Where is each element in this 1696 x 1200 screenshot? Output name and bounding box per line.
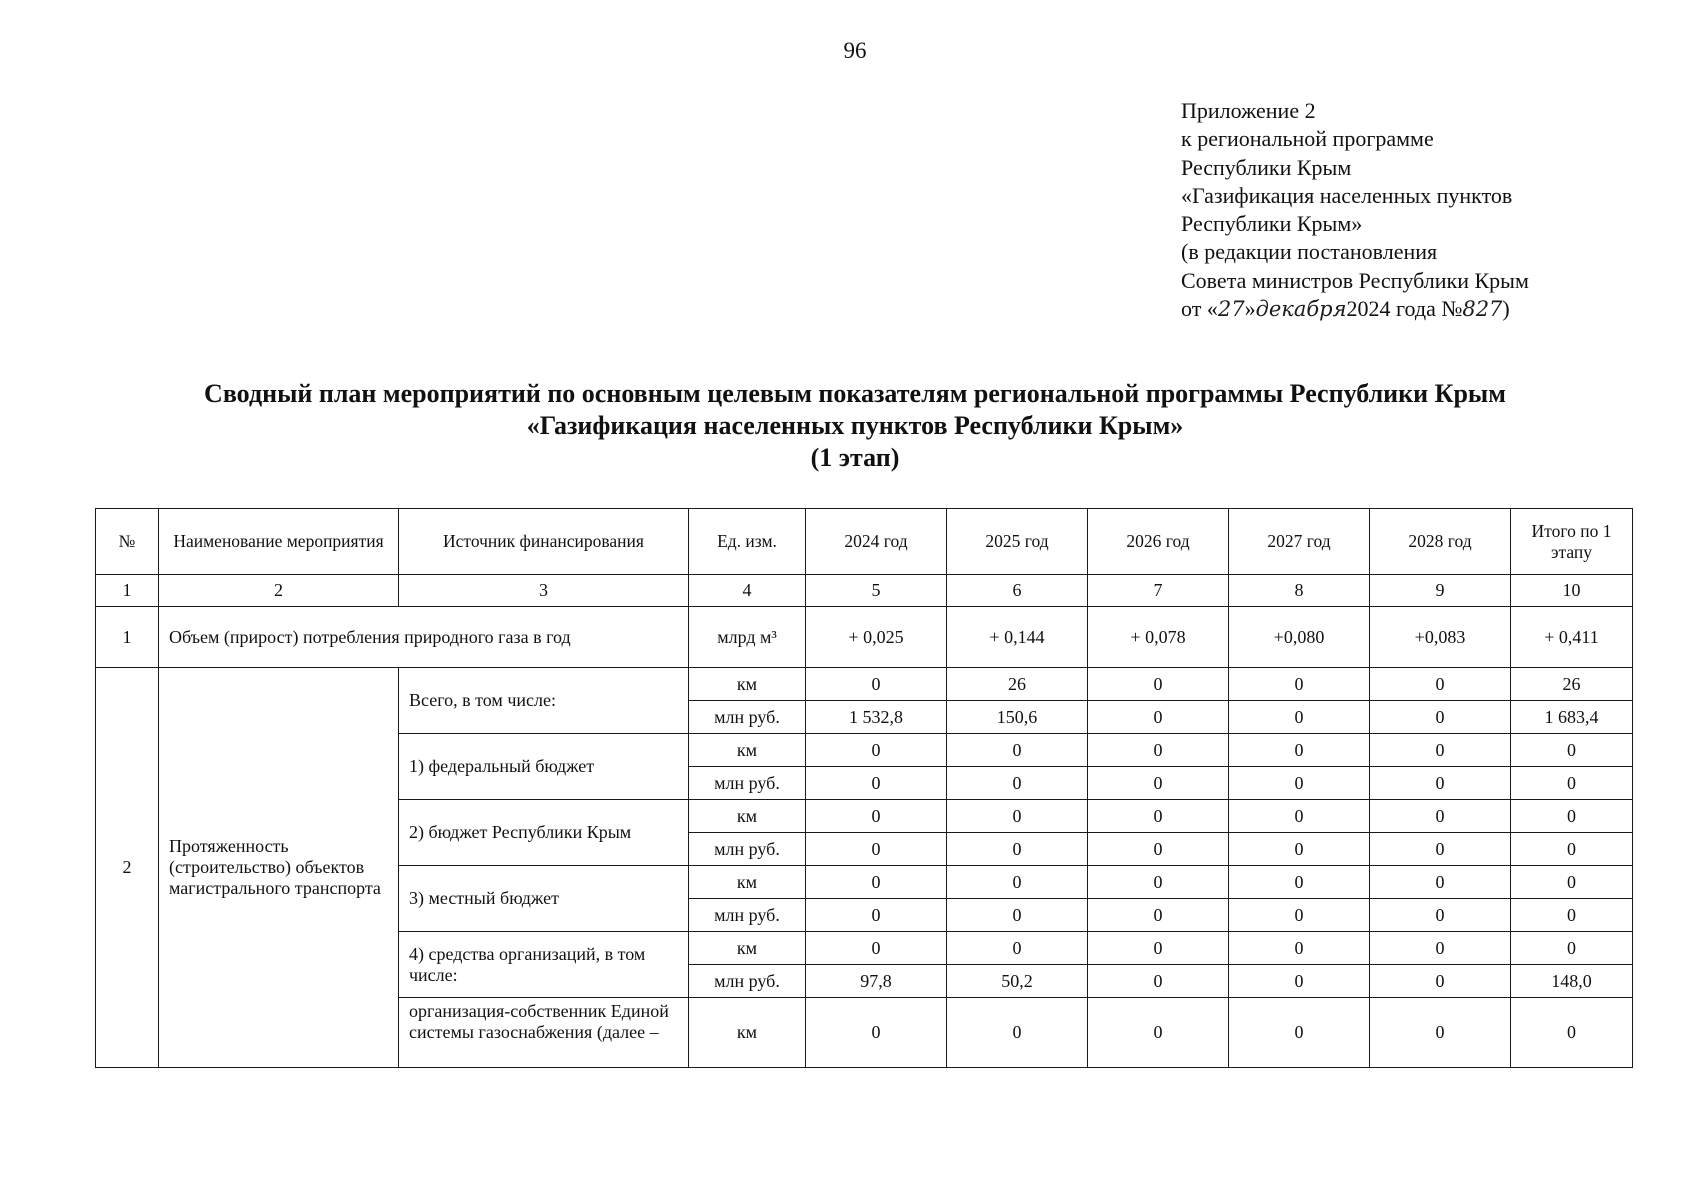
value-cell: 0: [947, 800, 1088, 833]
value-cell: 0: [806, 833, 947, 866]
column-number: 1: [96, 575, 159, 607]
handwritten-month: декабря: [1255, 297, 1347, 322]
value-cell: 0: [806, 998, 947, 1068]
value-cell: 0: [1229, 734, 1370, 767]
value-cell: 0: [1088, 965, 1229, 998]
value-cell: 0: [1370, 734, 1511, 767]
total-cell: 0: [1511, 800, 1633, 833]
value-cell: 0: [806, 734, 947, 767]
financing-source: 1) федеральный бюджет: [399, 734, 689, 800]
appendix-line: к региональной программе: [1181, 126, 1434, 152]
value-cell: 0: [947, 734, 1088, 767]
handwritten-number: 827: [1462, 297, 1503, 322]
value-cell: + 0,078: [1088, 607, 1229, 668]
value-cell: 0: [1088, 767, 1229, 800]
appendix-line: «Газификация населенных пунктов: [1181, 182, 1513, 208]
column-number: 9: [1370, 575, 1511, 607]
column-number: 7: [1088, 575, 1229, 607]
value-cell: 0: [1088, 734, 1229, 767]
value-cell: 26: [947, 668, 1088, 701]
column-number: 6: [947, 575, 1088, 607]
header-cell: №: [96, 509, 159, 575]
unit-cell: км: [689, 668, 806, 701]
value-cell: 50,2: [947, 965, 1088, 998]
row-number: 2: [96, 668, 159, 1068]
value-cell: 0: [1088, 899, 1229, 932]
total-cell: + 0,411: [1511, 607, 1633, 668]
table-row: [96, 668, 1633, 701]
total-cell: 1 683,4: [1511, 701, 1633, 734]
header-cell: Ед. изм.: [689, 509, 806, 575]
total-cell: 0: [1511, 734, 1633, 767]
value-cell: 0: [947, 998, 1088, 1068]
appendix-line: Приложение 2: [1181, 98, 1316, 123]
document-title: [0, 378, 1696, 474]
value-cell: 0: [1229, 668, 1370, 701]
value-cell: 0: [1229, 767, 1370, 800]
value-cell: 0: [806, 800, 947, 833]
value-cell: 0: [1229, 965, 1370, 998]
value-cell: 0: [1370, 965, 1511, 998]
unit-cell: млн руб.: [689, 833, 806, 866]
column-number: 8: [1229, 575, 1370, 607]
unit-cell: км: [689, 998, 806, 1068]
column-number: 2: [159, 575, 399, 607]
value-cell: 0: [806, 899, 947, 932]
value-cell: 150,6: [947, 701, 1088, 734]
value-cell: 0: [1370, 701, 1511, 734]
header-cell: 2028 год: [1370, 509, 1511, 575]
value-cell: 0: [1088, 866, 1229, 899]
value-cell: 0: [1370, 866, 1511, 899]
value-cell: 0: [806, 932, 947, 965]
row-number: 1: [96, 607, 159, 668]
measures-table: [95, 508, 1633, 1068]
column-number: 5: [806, 575, 947, 607]
value-cell: 0: [1229, 800, 1370, 833]
header-cell: 2025 год: [947, 509, 1088, 575]
financing-source: Всего, в том числе:: [399, 668, 689, 734]
value-cell: 0: [1088, 833, 1229, 866]
value-cell: 0: [1370, 668, 1511, 701]
title-line-2: «Газификация населенных пунктов Республики Крым»: [526, 411, 1184, 440]
header-cell: 2026 год: [1088, 509, 1229, 575]
value-cell: 0: [947, 833, 1088, 866]
total-cell: 0: [1511, 932, 1633, 965]
value-cell: 0: [1229, 932, 1370, 965]
column-number-row: [96, 575, 1633, 607]
value-cell: 0: [947, 767, 1088, 800]
page-number: 96: [843, 38, 867, 63]
unit-cell: км: [689, 866, 806, 899]
header-cell: Итого по 1 этапу: [1511, 509, 1633, 575]
date-separator: »: [1244, 296, 1256, 322]
financing-source-text: организация-собственник Единой системы газоснабжения (далее –: [409, 1000, 669, 1042]
value-cell: + 0,144: [947, 607, 1088, 668]
total-cell: 0: [1511, 899, 1633, 932]
value-cell: 0: [1370, 998, 1511, 1068]
value-cell: 0: [1088, 998, 1229, 1068]
appendix-line: Республики Крым»: [1181, 211, 1363, 237]
date-prefix: от «: [1181, 296, 1218, 322]
column-number: 4: [689, 575, 806, 607]
value-cell: 0: [806, 668, 947, 701]
unit-cell: млн руб.: [689, 767, 806, 800]
value-cell: 0: [947, 899, 1088, 932]
header-cell: 2027 год: [1229, 509, 1370, 575]
financing-source: 4) средства организаций, в том числе:: [399, 932, 689, 998]
date-suffix: ): [1502, 296, 1510, 322]
value-cell: 0: [1370, 932, 1511, 965]
value-cell: +0,083: [1370, 607, 1511, 668]
value-cell: 0: [1229, 833, 1370, 866]
unit-cell: млн руб.: [689, 965, 806, 998]
financing-source: 3) местный бюджет: [399, 866, 689, 932]
total-cell: 26: [1511, 668, 1633, 701]
value-cell: +0,080: [1229, 607, 1370, 668]
header-cell: Источник финансирования: [399, 509, 689, 575]
value-cell: 0: [1370, 833, 1511, 866]
unit-cell: млрд м³: [689, 607, 806, 668]
appendix-line: Совета министров Республики Крым: [1181, 267, 1529, 293]
appendix-line: (в редакции постановления: [1181, 239, 1438, 265]
value-cell: 0: [947, 932, 1088, 965]
value-cell: 1 532,8: [806, 701, 947, 734]
value-cell: 0: [1088, 701, 1229, 734]
header-cell: 2024 год: [806, 509, 947, 575]
total-cell: 0: [1511, 833, 1633, 866]
value-cell: 97,8: [806, 965, 947, 998]
total-cell: 148,0: [1511, 965, 1633, 998]
unit-cell: км: [689, 800, 806, 833]
unit-cell: млн руб.: [689, 701, 806, 734]
value-cell: 0: [1088, 800, 1229, 833]
total-cell: 0: [1511, 866, 1633, 899]
title-line-1: Сводный план мероприятий по основным целевым показателям региональной программы Республики Крым: [204, 379, 1506, 408]
value-cell: 0: [806, 866, 947, 899]
value-cell: 0: [1088, 668, 1229, 701]
unit-cell: км: [689, 734, 806, 767]
value-cell: 0: [1370, 899, 1511, 932]
total-cell: 0: [1511, 767, 1633, 800]
value-cell: 0: [1229, 701, 1370, 734]
column-number: 3: [399, 575, 689, 607]
title-line-3: (1 этап): [810, 443, 900, 472]
value-cell: 0: [947, 866, 1088, 899]
value-cell: 0: [1229, 899, 1370, 932]
column-number: 10: [1511, 575, 1633, 607]
measure-name: Объем (прирост) потребления природного газа в год: [159, 607, 689, 668]
decree-date-line: [1181, 295, 1641, 323]
appendix-block: [1181, 97, 1641, 323]
total-cell: 0: [1511, 998, 1633, 1068]
unit-cell: млн руб.: [689, 899, 806, 932]
financing-source: [399, 998, 689, 1068]
value-cell: 0: [1088, 932, 1229, 965]
value-cell: + 0,025: [806, 607, 947, 668]
header-cell: Наименование мероприятия: [159, 509, 399, 575]
unit-cell: км: [689, 932, 806, 965]
table-row-gas-consumption: [96, 607, 1633, 668]
value-cell: 0: [1229, 866, 1370, 899]
date-year: 2024 года №: [1346, 296, 1463, 322]
value-cell: 0: [806, 767, 947, 800]
value-cell: 0: [1370, 800, 1511, 833]
value-cell: 0: [1370, 767, 1511, 800]
value-cell: 0: [1229, 998, 1370, 1068]
handwritten-day: 27: [1217, 297, 1245, 322]
measure-name: Протяженность (строительство) объектов магистрального транспорта: [159, 668, 399, 1068]
table-header-row: [96, 509, 1633, 575]
appendix-line: Республики Крым: [1181, 154, 1352, 180]
financing-source: 2) бюджет Республики Крым: [399, 800, 689, 866]
